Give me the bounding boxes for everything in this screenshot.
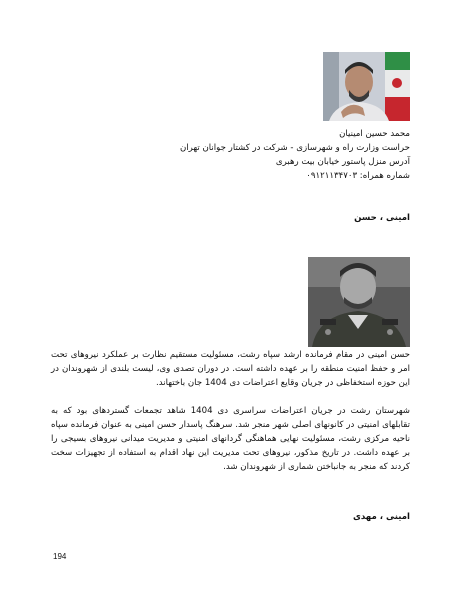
page-number: 194 [53, 552, 67, 561]
portrait-photo-amini-hassan [308, 257, 410, 347]
phone-line: شماره همراه: ۰۹۱۲۱۱۳۴۷۰۳ [306, 171, 410, 181]
paragraph-rasht-events: شهرستان رشت در جریان اعتراضات سراسری دی 1404 شاهد تجمعات گستردهای بود که به تقابلهای امنیتی در کانونهای اصلی شهر منجر شد. سرهنگ پاسدار حسن امینی به عنوان فرمانده سپاه ناحیه مرکزی رشت، مسئولیت نهایی هماهنگی گردانهای امنیتی و مدیریت میدانی نیروهای بسیجی را بر عهده داشت. در تاریخ مذکور، نیروهای تحت مدیریت این نهاد اقدام به استفاده از تجهیزات سخت کردند که منجر به جانباختن شماری از شهروندان شد. [51, 406, 411, 472]
section-heading-amini-mehdi: امینی ، مهدی [352, 512, 410, 522]
section-heading-amini-hassan: امینی ، حسن [354, 213, 410, 223]
person-name: محمد حسین امینیان [339, 129, 410, 139]
contact-block-aminian [80, 127, 410, 183]
address-line: آدرس منزل پاستور خیابان بیت رهبری [275, 157, 410, 167]
portrait-photo-aminian [323, 52, 410, 121]
affiliation-line: حراست وزارت راه و شهرسازی - شرکت در کشتار جوانان تهران [179, 143, 410, 153]
paragraph-command-role: حسن امینی در مقام فرمانده ارشد سپاه رشت، مسئولیت مستقیم نظارت بر عملکرد نیروهای تحت امر و حفظ امنیت منطقه را بر عهده داشته است. در دوران تصدی وی، لیست بلندی از شهروندان در این حوزه استخفاظی در جریان وقایع اعتراضات دی 1404 جان باختهاند. [51, 350, 410, 388]
